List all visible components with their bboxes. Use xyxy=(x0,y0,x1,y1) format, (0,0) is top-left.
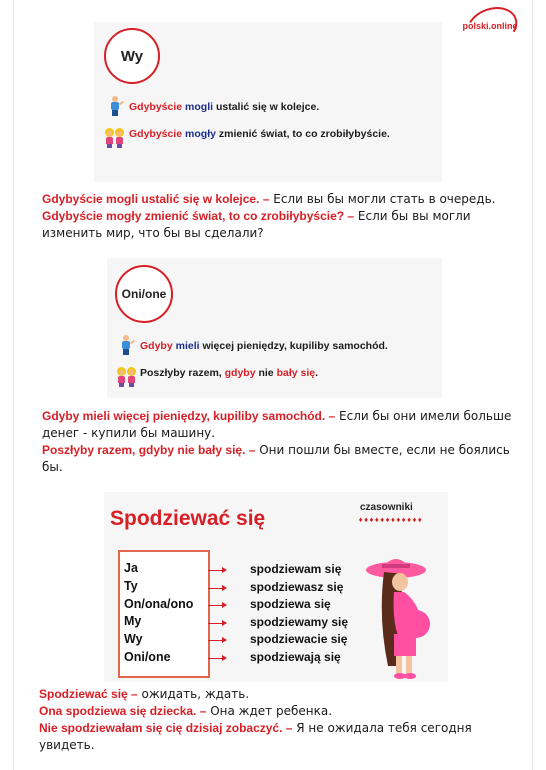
oni-example-1: Gdyby mieli więcej pieniędzy, kupiliby samochód. xyxy=(140,340,388,352)
verb-title: Spodziewać się xyxy=(110,507,266,530)
pronoun-oni-one-conj: Oni/one xyxy=(124,650,171,664)
form-spodziewam: spodziewam się xyxy=(250,562,342,576)
pregnant-woman-icon xyxy=(364,548,434,680)
tag-dots-decoration: ♦♦♦♦♦♦♦♦♦♦♦♦ xyxy=(358,517,423,524)
wy-example-1: Gdybyście mogli ustalić się w kolejce. xyxy=(129,101,320,113)
arrow-icon xyxy=(208,623,226,624)
form-spodziewa: spodziewa się xyxy=(250,597,331,611)
pronoun-circle-oni xyxy=(115,265,173,323)
wy-example-2: Gdybyście mogły zmienić świat, to co zrobiłybyście. xyxy=(129,128,390,140)
pronoun-my: My xyxy=(124,614,142,628)
page-border-right xyxy=(532,0,533,770)
arrow-icon xyxy=(208,570,226,571)
pronoun-ja: Ja xyxy=(124,561,138,575)
polski-online-logo xyxy=(458,6,528,46)
page-border-left xyxy=(13,0,14,770)
pronoun-wy: Wy xyxy=(120,47,144,65)
girls-icon xyxy=(105,128,125,148)
arrow-icon xyxy=(208,658,226,659)
boy-icon xyxy=(121,335,131,355)
pronoun-ty: Ty xyxy=(124,579,138,593)
pronoun-circle-wy xyxy=(104,28,160,84)
form-spodziewamy: spodziewamy się xyxy=(250,615,349,629)
form-spodziewasz: spodziewasz się xyxy=(250,580,344,594)
logo-text: polski.online xyxy=(462,21,518,31)
arrow-icon xyxy=(208,605,226,606)
oni-translation-paragraph: Gdyby mieli więcej pieniędzy, kupiliby samochód. – Если бы они имели больше денег - купили бы машину. Poszłyby razem, gdyby nie bały się. – Они пошли бы вместе, если не боялись бы. xyxy=(42,409,512,474)
girls-icon xyxy=(117,367,137,387)
oni-example-2: Poszłyby razem, gdyby nie bały się. xyxy=(140,367,319,379)
arrow-icon xyxy=(208,640,226,641)
boy-icon xyxy=(110,96,120,116)
pronoun-on-ona-ono: On/ona/ono xyxy=(124,597,194,611)
pronoun-oni: Oni/one xyxy=(121,287,167,301)
wy-translation-paragraph: Gdybyście mogli ustalić się w kolejce. – Если вы бы могли стать в очередь. Gdybyście mogły zmienić świat, to co zrobiłybyście? – Если бы вы могли изменить мир, что бы вы сделали? xyxy=(42,192,496,240)
pronoun-wy-conj: Wy xyxy=(124,632,143,646)
notes-paragraph: Spodziewać się – ожидать, ждать. Ona spodziewa się dziecka. – Она ждет ребенка. Nie spodziewałam się cię dzisiaj zobaczyć. – Я не ожидала тебя сегодня увидеть. xyxy=(39,687,472,752)
form-spodziewacie: spodziewacie się xyxy=(250,632,348,646)
czasowniki-tag: czasowniki xyxy=(360,502,413,513)
arrow-icon xyxy=(208,588,226,589)
form-spodziewaja: spodziewają się xyxy=(250,650,341,664)
